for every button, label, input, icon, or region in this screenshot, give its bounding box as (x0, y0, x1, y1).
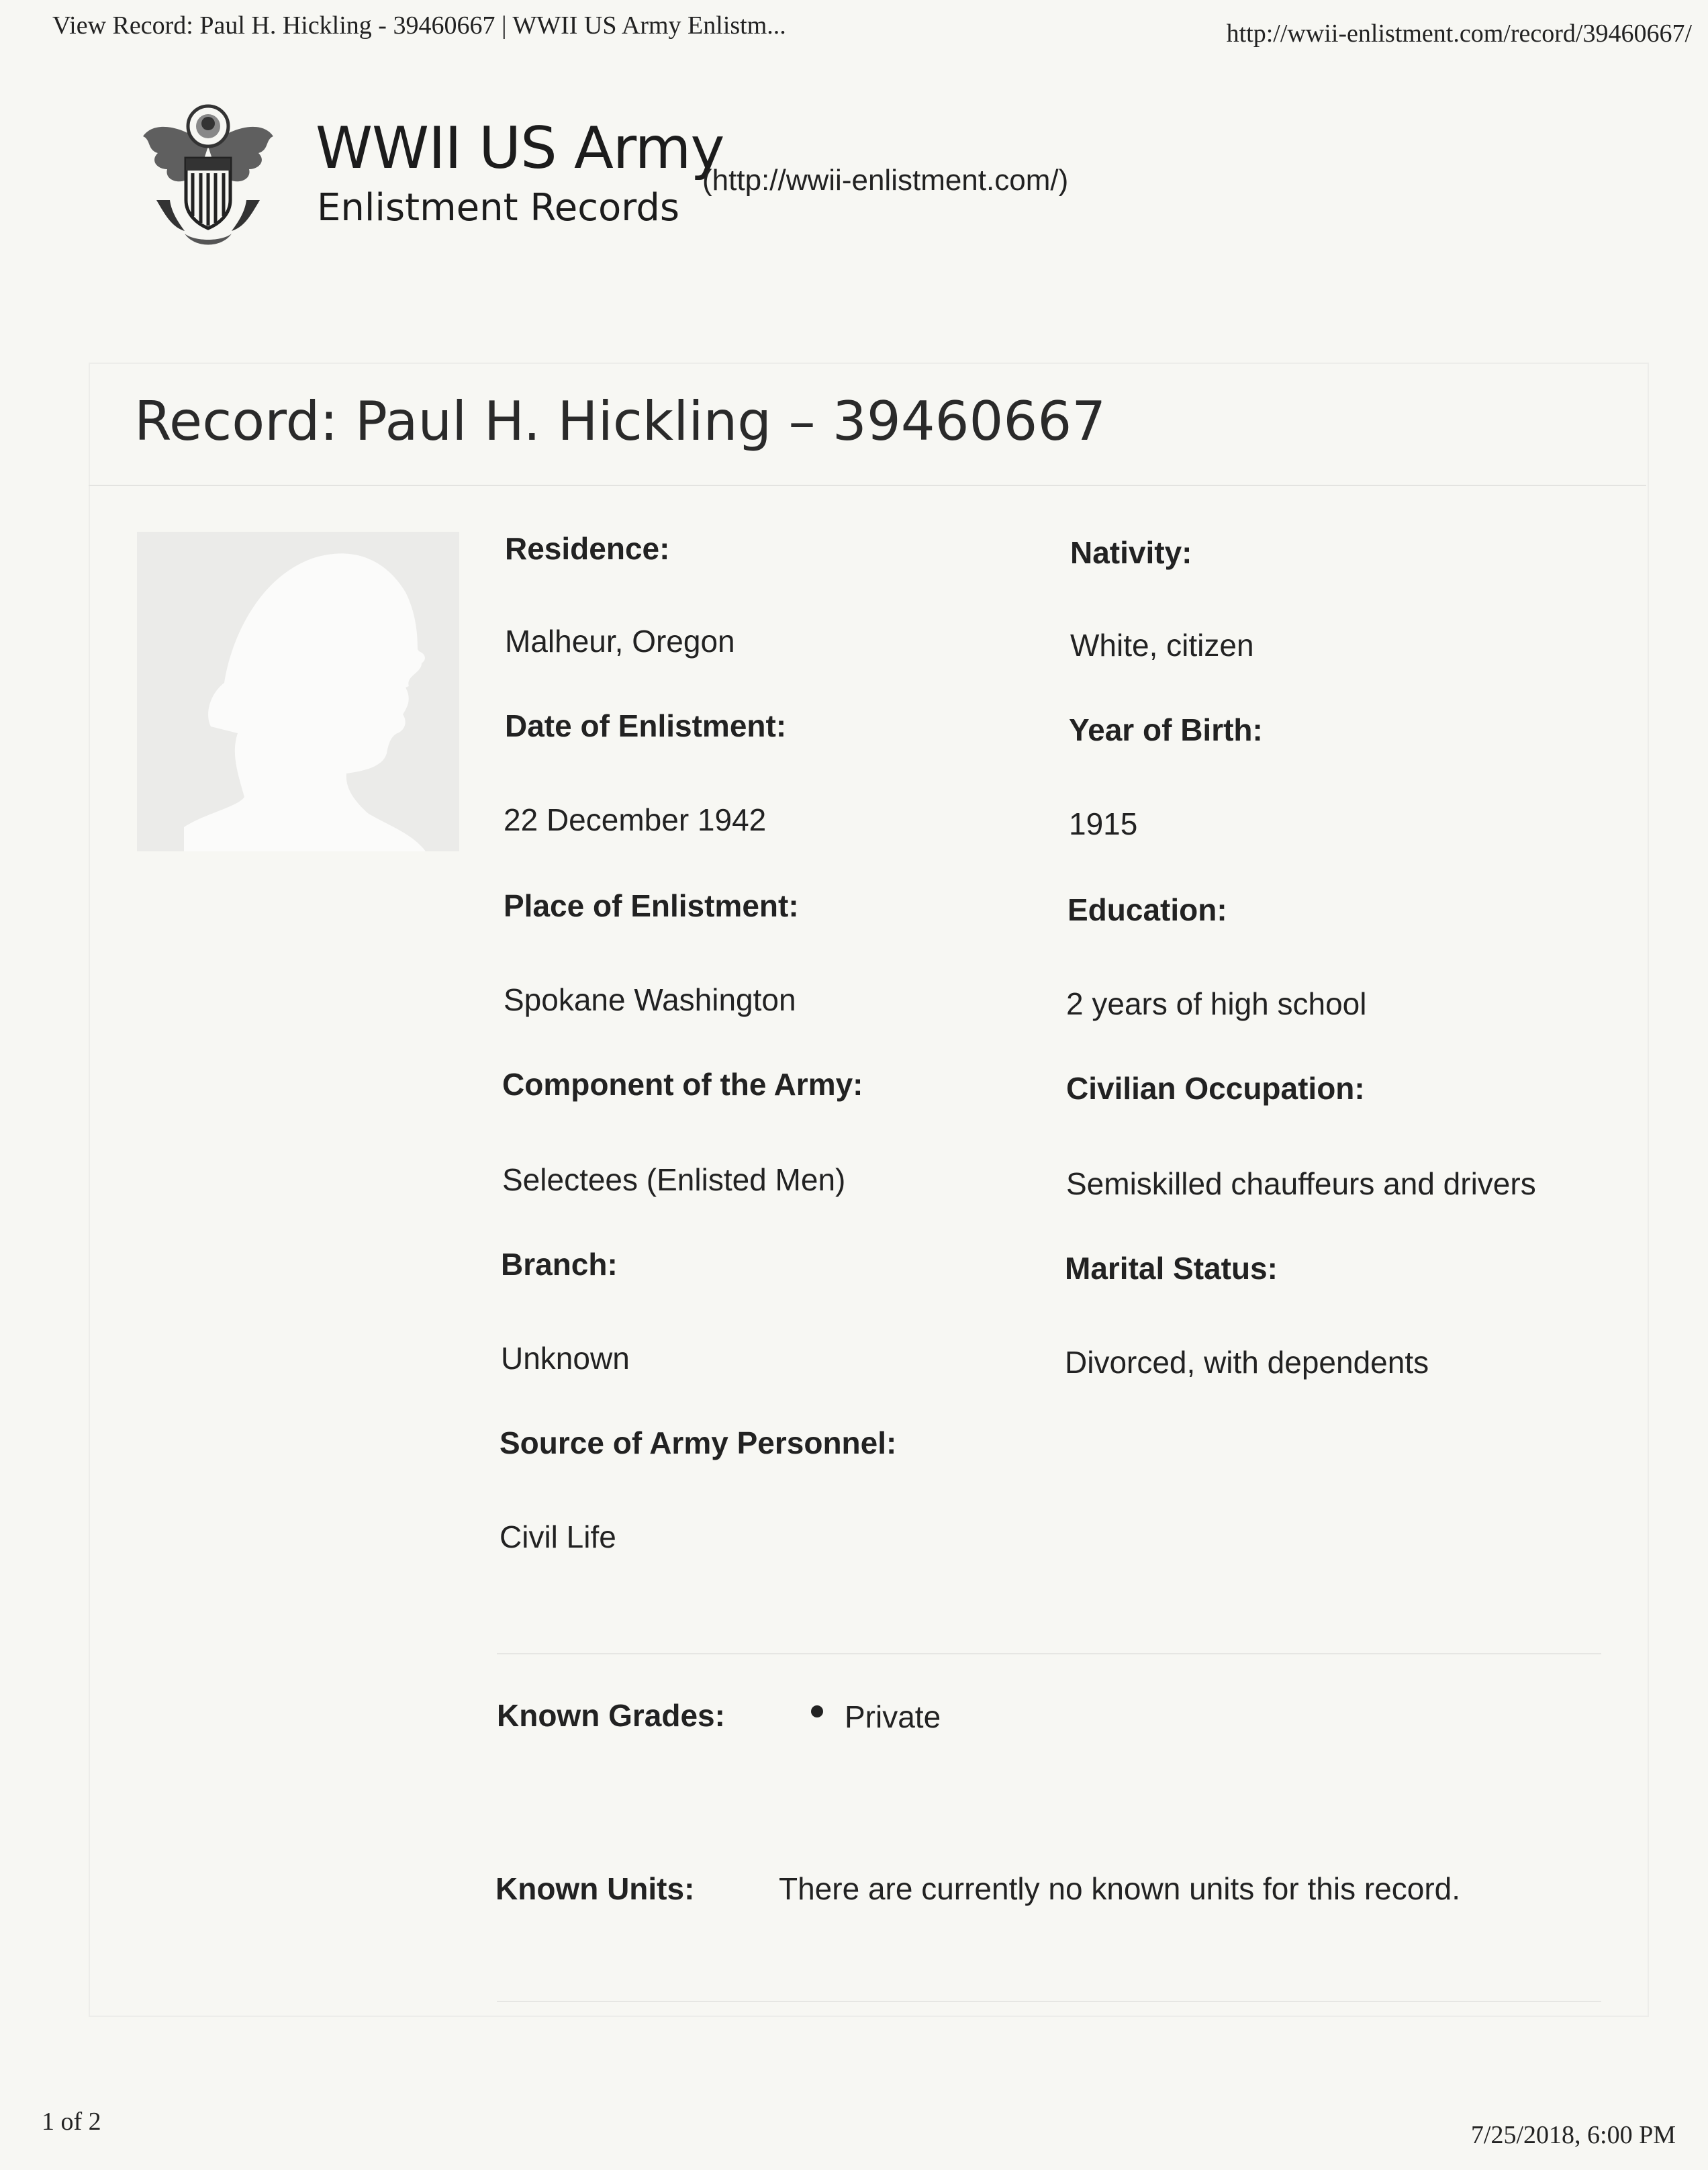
marital-status-label: Marital Status: (1065, 1251, 1278, 1286)
component-of-army-label: Component of the Army: (502, 1067, 863, 1102)
civilian-occupation-value: Semiskilled chauffeurs and drivers (1066, 1166, 1536, 1201)
place-of-enlistment-value: Spokane Washington (504, 982, 796, 1017)
branch-value: Unknown (501, 1341, 630, 1376)
known-grade-item: Private (845, 1699, 941, 1734)
residence-label: Residence: (505, 531, 670, 566)
year-of-birth-label: Year of Birth: (1069, 712, 1263, 747)
place-of-enlistment-label: Place of Enlistment: (504, 888, 799, 923)
branch-label: Branch: (501, 1247, 618, 1282)
known-grades-label: Known Grades: (497, 1698, 725, 1733)
section-divider (497, 1653, 1601, 1654)
section-divider (497, 2001, 1601, 2002)
marital-status-value: Divorced, with dependents (1065, 1345, 1429, 1380)
source-of-army-personnel-label: Source of Army Personnel: (500, 1425, 897, 1460)
known-units-label: Known Units: (495, 1871, 695, 1906)
print-footer-page: 1 of 2 (42, 2108, 101, 2136)
nativity-value: White, citizen (1070, 628, 1254, 663)
site-link[interactable]: (http://wwii-enlistment.com/) (702, 164, 1069, 197)
soldier-silhouette-icon (137, 532, 459, 851)
nativity-label: Nativity: (1070, 535, 1192, 570)
date-of-enlistment-label: Date of Enlistment: (505, 708, 787, 743)
record-title: Record: Paul H. Hickling – 39460667 (134, 390, 1106, 453)
bullet-icon (811, 1705, 823, 1717)
source-of-army-personnel-value: Civil Life (500, 1519, 616, 1554)
print-header-url[interactable]: http://wwii-enlistment.com/record/39460667/ (1226, 19, 1692, 48)
year-of-birth-value: 1915 (1069, 806, 1138, 841)
known-units-value: There are currently no known units for this record. (779, 1871, 1461, 1906)
civilian-occupation-label: Civilian Occupation: (1066, 1071, 1365, 1106)
print-footer-datetime: 7/25/2018, 6:00 PM (1470, 2121, 1676, 2149)
site-title[interactable]: WWII US Army (316, 115, 724, 182)
education-value: 2 years of high school (1066, 986, 1367, 1021)
residence-value: Malheur, Oregon (505, 624, 735, 659)
army-eagle-seal-icon[interactable] (138, 99, 279, 254)
education-label: Education: (1068, 892, 1227, 927)
print-header-title: View Record: Paul H. Hickling - 39460667 | WWII US Army Enlistm... (52, 11, 786, 40)
component-of-army-value: Selectees (Enlisted Men) (502, 1162, 846, 1197)
site-subtitle[interactable]: Enlistment Records (317, 186, 680, 230)
title-divider (89, 485, 1646, 486)
date-of-enlistment-value: 22 December 1942 (504, 802, 767, 837)
